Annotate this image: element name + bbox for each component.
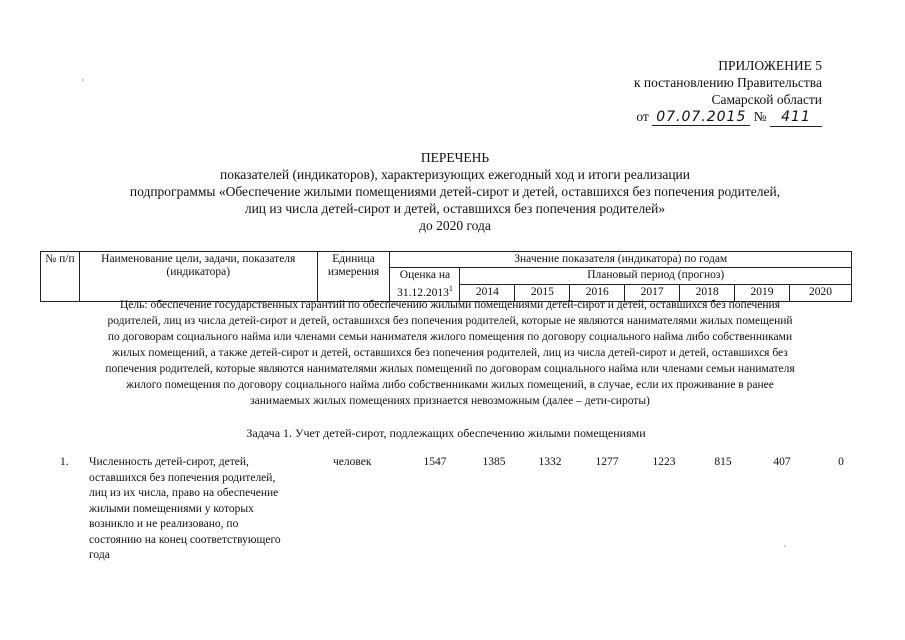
goal-line: Цель: обеспечение государственных гарантий по обеспечению жилыми помещениями детей-сирот и детей, оставшихся без попечения <box>119 299 781 311</box>
title-line-3: лиц из числа детей-сирот и детей, оставшихся без попечения родителей» <box>244 201 666 216</box>
value-2020: 0 <box>838 456 844 468</box>
name-line: возникло и не реализовано, по <box>89 518 239 530</box>
appendix-line-3: Самарской области <box>711 92 822 107</box>
handwritten-number: 411 <box>770 109 822 127</box>
header-year: 2019 <box>735 284 790 301</box>
value-2016: 1277 <box>595 456 619 468</box>
scan-speck <box>784 545 786 547</box>
name-line: года <box>89 549 110 561</box>
estimate-label: Оценка на <box>399 269 451 281</box>
value-estimate-2013: 1547 <box>423 456 447 468</box>
indicator-table-header <box>40 251 852 302</box>
name-line: Численность детей-сирот, детей, <box>89 456 249 468</box>
appendix-title: ПРИЛОЖЕНИЕ 5 <box>718 58 822 73</box>
name-line: жилыми помещениями у которых <box>89 502 254 515</box>
task-1-heading: Задача 1. Учет детей-сирот, подлежащих обеспечению жилыми помещениями <box>246 426 646 440</box>
title-line-4: до 2020 года <box>419 218 491 233</box>
header-values-title: Значение показателя (индикатора) по годам <box>390 252 852 268</box>
appendix-block <box>634 57 822 127</box>
header-unit: Единица измерения <box>317 252 390 302</box>
row-unit: человек <box>333 456 372 468</box>
goal-line: занимаемых жилых помещениях признается невозможным (далее – дети-сироты) <box>250 395 650 407</box>
header-year: 2018 <box>680 284 735 301</box>
title-line-1: показателей (индикаторов), характеризующих ежегодный ход и итоги реализации <box>219 167 691 182</box>
name-line: состоянию на конец соответствующего <box>89 533 281 546</box>
row-indicator-name <box>89 455 317 564</box>
estimate-date: 31.12.2013 <box>397 286 449 299</box>
appendix-date-line <box>634 108 822 127</box>
header-year: 2016 <box>570 284 625 301</box>
goal-text <box>44 297 856 409</box>
header-plan-period: Плановый период (прогноз) <box>460 268 852 285</box>
header-number: № п/п <box>41 252 80 302</box>
header-year: 2020 <box>789 284 851 301</box>
handwritten-date: 07.07.2015 <box>652 109 750 126</box>
document-title <box>60 149 850 234</box>
title-heading: ПЕРЕЧЕНЬ <box>420 150 490 165</box>
name-line: лиц из их числа, право на обеспечение <box>89 487 279 499</box>
header-name: Наименование цели, задачи, показателя (индикатора) <box>79 252 317 302</box>
appendix-line-2: к постановлению Правительства <box>633 75 822 90</box>
title-line-2: подпрограммы «Обеспечение жилыми помещениями детей-сирот и детей, оставшихся без попечения родителей, <box>129 184 781 199</box>
name-line: оставшихся без попечения родителей, <box>89 471 276 484</box>
goal-line: по договорам социального найма или членами семьи нанимателя жилого помещения по договору социального найма либо собственниками <box>107 331 793 343</box>
goal-line: родителей, лиц из числа детей-сирот и детей, оставшихся без попечения родителей, которые не являются нанимателями жилых помещений <box>107 315 793 327</box>
scan-speck <box>82 79 84 81</box>
value-2015: 1332 <box>538 456 562 468</box>
header-year: 2017 <box>625 284 680 301</box>
goal-line: жилого помещения по договору социального найма либо собственниками жилых помещений, в случае, если их проживание в ранее <box>126 379 774 391</box>
header-year: 2014 <box>460 284 515 301</box>
value-2014: 1385 <box>482 456 506 468</box>
goal-line: жилых помещений, а также детей-сирот и детей, оставшихся без попечения родителей, лиц из числа детей-сирот и детей, оставшихся без <box>112 347 788 359</box>
goal-line: попечения родителей, которые являются нанимателями жилых помещений по договорам социального найма или членами семьи нанимателя <box>105 363 795 375</box>
value-2019: 407 <box>773 456 791 468</box>
estimate-footnote-mark: 1 <box>448 284 453 293</box>
value-2017: 1223 <box>652 456 676 468</box>
number-prefix: № <box>753 109 767 124</box>
value-2018: 815 <box>714 456 732 468</box>
header-year: 2015 <box>515 284 570 301</box>
row-number: 1. <box>60 456 69 468</box>
date-prefix: от <box>636 109 649 124</box>
